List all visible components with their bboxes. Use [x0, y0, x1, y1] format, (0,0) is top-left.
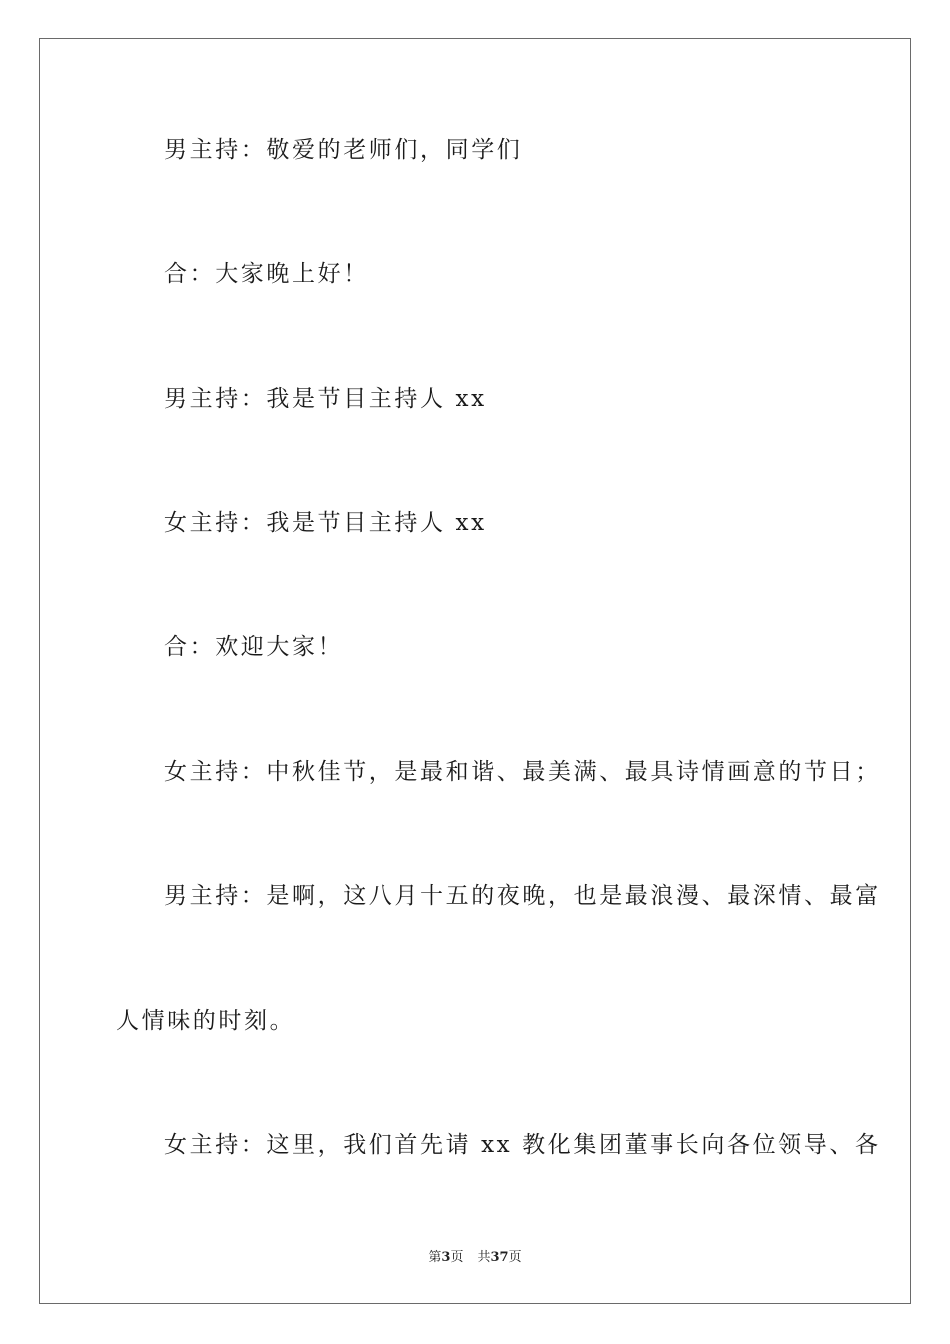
footer-page-suffix: 页 — [450, 1250, 464, 1265]
footer-total-prefix: 共 — [477, 1250, 491, 1265]
footer-total-suffix: 页 — [508, 1250, 522, 1265]
page-border — [39, 38, 911, 1304]
paragraph-together-good-evening: 合：大家晚上好！ — [164, 261, 369, 287]
paragraph-female-host-chairman: 女主持：这里，我们首先请 xx 教化集团董事长向各位领导、各 — [164, 1132, 881, 1158]
paragraph-male-host-night-continued: 人情味的时刻。 — [116, 1008, 296, 1034]
paragraph-female-host-intro: 女主持：我是节目主持人 xx — [164, 510, 487, 536]
page-footer — [0, 1246, 950, 1265]
paragraph-male-host-greeting: 男主持：敬爱的老师们，同学们 — [164, 137, 523, 163]
paragraph-together-welcome: 合：欢迎大家！ — [164, 634, 344, 660]
footer-total-pages: 37 — [490, 1250, 509, 1265]
paragraph-female-host-festival: 女主持：中秋佳节，是最和谐、最美满、最具诗情画意的节日； — [164, 759, 881, 785]
paragraph-male-host-intro: 男主持：我是节目主持人 xx — [164, 386, 487, 412]
paragraph-male-host-night: 男主持：是啊，这八月十五的夜晚，也是最浪漫、最深情、最富 — [164, 883, 881, 909]
footer-page-number: 3 — [441, 1250, 451, 1265]
footer-page-prefix: 第 — [428, 1250, 442, 1265]
